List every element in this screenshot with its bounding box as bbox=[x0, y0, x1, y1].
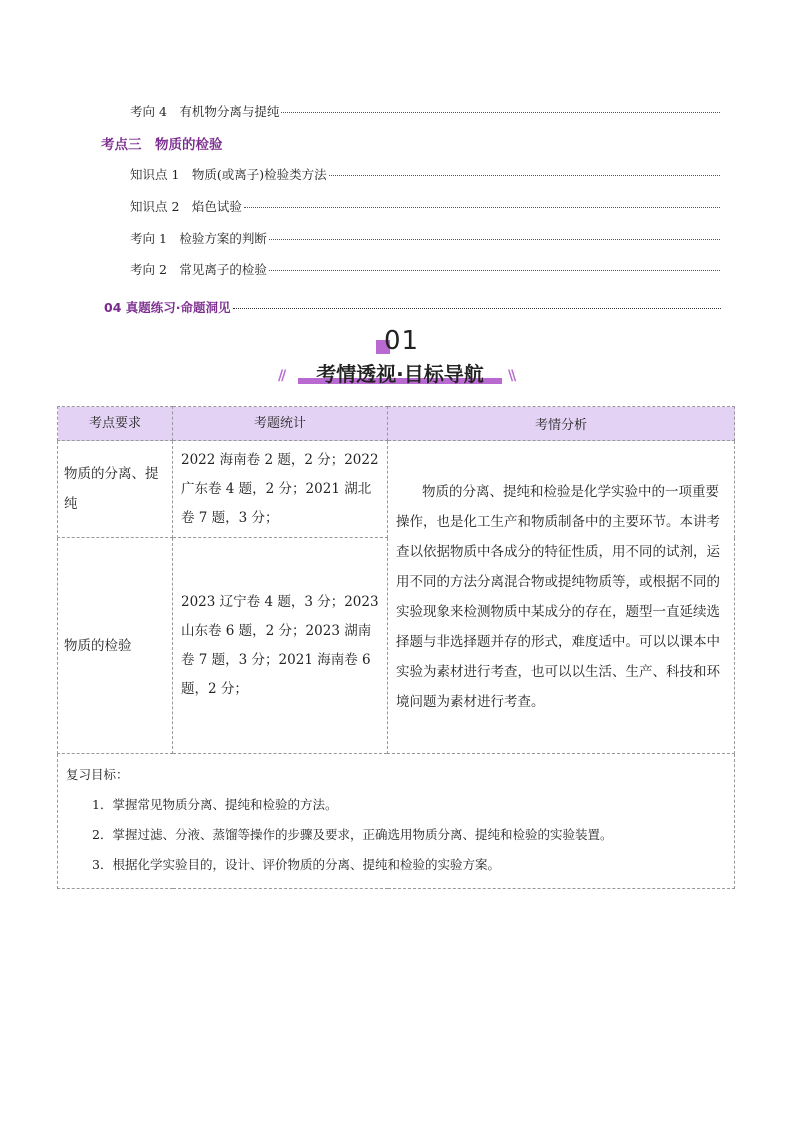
left-slash-decoration: // bbox=[278, 368, 285, 384]
goal-item: 3．根据化学实验目的，设计、评价物质的分离、提纯和检验的实验方案。 bbox=[92, 857, 500, 872]
toc-line-label: 考向 4 有机物分离与提纯 bbox=[130, 104, 280, 119]
toc-line-label: 考点三 物质的检验 bbox=[101, 137, 223, 153]
section-title: 考情透视·目标导航 bbox=[316, 362, 484, 386]
toc-line-2[interactable] bbox=[101, 133, 721, 153]
header-requirement: 考点要求 bbox=[58, 407, 173, 441]
toc-line-label: 知识点 1 物质(或离子)检验类方法 bbox=[130, 167, 327, 182]
exam-analysis-table bbox=[57, 406, 735, 889]
goals-row bbox=[58, 754, 735, 889]
dot-leader bbox=[329, 174, 720, 176]
dot-leader bbox=[281, 111, 720, 113]
header-statistics: 考题统计 bbox=[173, 407, 388, 441]
toc-line-label: 04 真题练习·命题洞见 bbox=[104, 300, 231, 315]
toc-line-6[interactable] bbox=[130, 260, 720, 278]
dot-leader bbox=[244, 206, 720, 208]
dot-leader bbox=[269, 269, 720, 271]
toc-line-label: 考向 1 检验方案的判断 bbox=[130, 231, 267, 246]
right-slash-decoration: \\ bbox=[508, 368, 515, 384]
toc-line-7[interactable] bbox=[104, 298, 721, 316]
toc-line-3[interactable] bbox=[130, 165, 720, 183]
review-goals-cell bbox=[58, 754, 735, 889]
toc-line-5[interactable] bbox=[130, 229, 720, 247]
goal-item: 1．掌握常见物质分离、提纯和检验的方法。 bbox=[92, 797, 338, 812]
section-number: 01 bbox=[384, 326, 420, 356]
dot-leader bbox=[269, 238, 720, 240]
requirement-cell: 物质的分离、提纯 bbox=[58, 441, 173, 538]
statistics-cell: 2022 海南卷 2 题，2 分；2022 广东卷 4 题，2 分；2021 湖北卷 7 题，3 分； bbox=[173, 441, 388, 538]
section-banner bbox=[278, 326, 522, 388]
requirement-cell: 物质的检验 bbox=[58, 538, 173, 754]
goal-item: 2．掌握过滤、分液、蒸馏等操作的步骤及要求，正确选用物质分离、提纯和检验的实验装置。 bbox=[92, 827, 613, 842]
header-analysis: 考情分析 bbox=[388, 407, 735, 441]
toc-line-label: 考向 2 常见离子的检验 bbox=[130, 262, 267, 277]
table-row bbox=[58, 441, 735, 538]
toc-line-1[interactable] bbox=[130, 102, 720, 120]
statistics-cell: 2023 辽宁卷 4 题，3 分；2023 山东卷 6 题，2 分；2023 湖南卷 7 题，3 分；2021 海南卷 6 题，2 分； bbox=[173, 538, 388, 754]
dot-leader bbox=[233, 307, 722, 309]
analysis-cell: 物质的分离、提纯和检验是化学实验中的一项重要操作，也是化工生产和物质制备中的主要环节。本讲考查以依据物质中各成分的特征性质，用不同的试剂，运用不同的方法分离混合物或提纯物质等，或根据不同的实验现象来检测物质中某成分的存在，题型一直延续选择题与非选择题并存的形式，难度适中。可以以课本中实验为素材进行考查，也可以以生活、生产、科技和环境问题为素材进行考查。 bbox=[388, 441, 735, 754]
toc-line-label: 知识点 2 焰色试验 bbox=[130, 199, 242, 214]
toc-line-4[interactable] bbox=[130, 197, 720, 215]
table-header-row bbox=[58, 407, 735, 441]
goals-title: 复习目标： bbox=[66, 767, 129, 782]
